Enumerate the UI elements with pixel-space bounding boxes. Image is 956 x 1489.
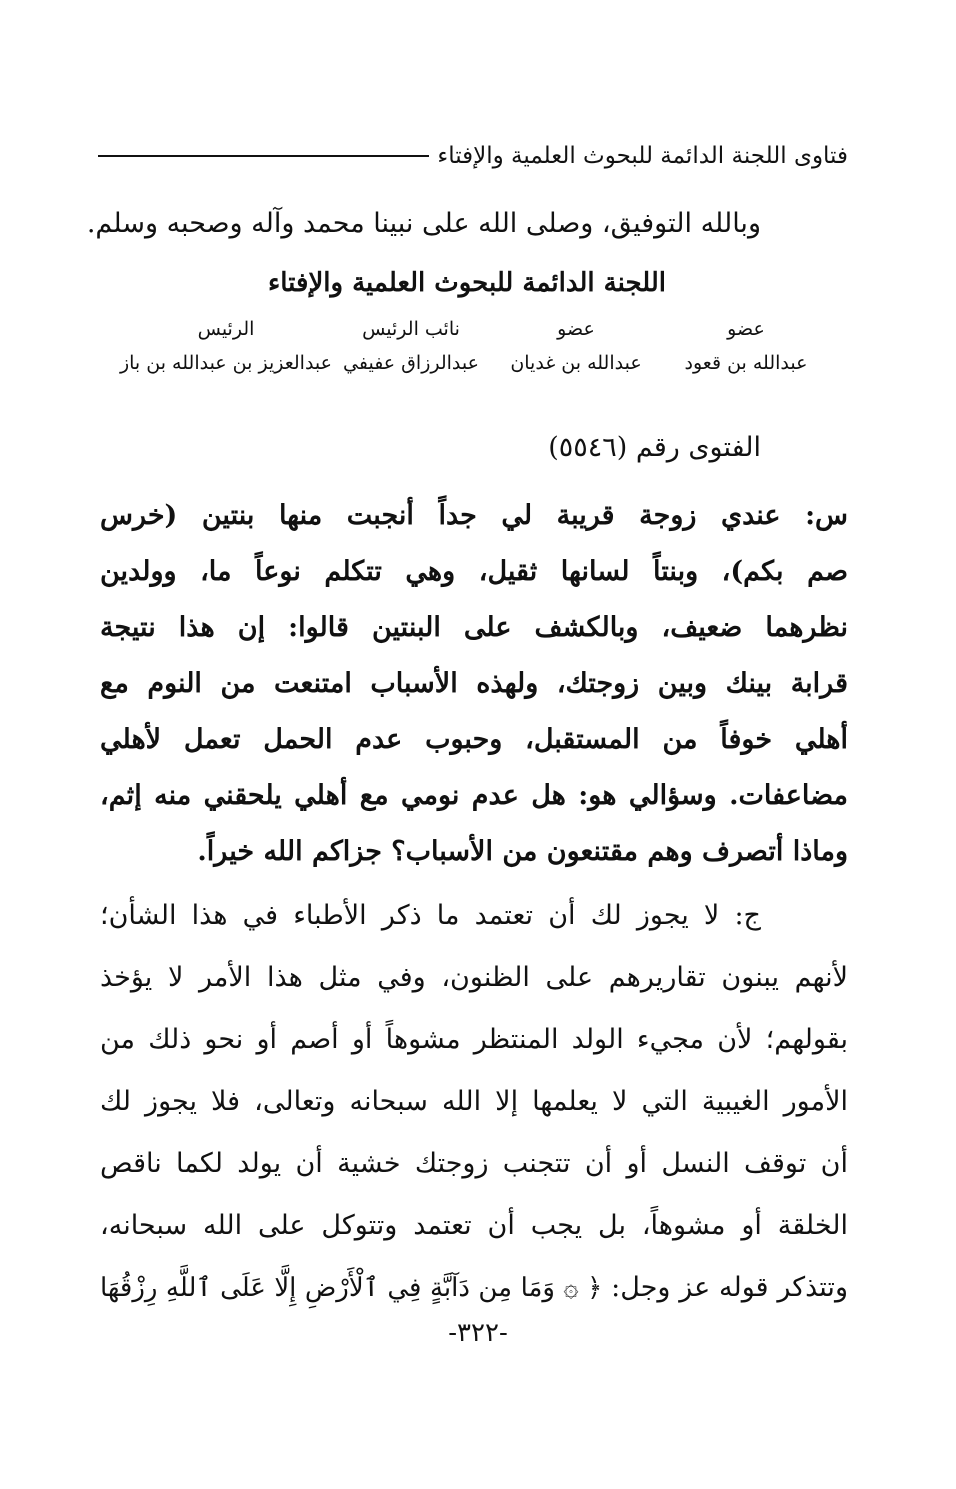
signatory-role: نائب الرئيس — [362, 318, 460, 340]
answer-line-text: وتتذكر قوله عز وجل: — [611, 1272, 848, 1303]
question-line: وماذا أتصرف وهم مقتنعون من الأسباب؟ جزاكم الله خيراً. — [197, 836, 848, 867]
answer-last-line — [100, 1272, 848, 1303]
page-number: -٣٢٢- — [448, 1318, 508, 1348]
question-line: أهلي خوفاً من المستقبل، وحبوب عدم الحمل تعمل لأهلي — [100, 724, 848, 755]
signatory — [106, 318, 346, 374]
signatory-role: عضو — [557, 318, 595, 340]
signatory-name: عبدالعزيز بن عبدالله بن باز — [119, 352, 333, 374]
answer-line: ج: لا يجوز لك أن تعتمد ما ذكر الأطباء في هذا الشأن؛ — [100, 900, 761, 931]
signatory-role: الرئيس — [197, 318, 255, 340]
answer-line: الخلقة أو مشوهاً، بل يجب أن تعتمد وتتوكل على الله سبحانه، — [100, 1210, 848, 1241]
question-line: نظرهما ضعيف، وبالكشف على البنتين قالوا: إن هذا نتيجة — [100, 612, 848, 643]
signatory-name: عبدالله بن قعود — [684, 352, 808, 374]
answer-line: لأنهم يبنون تقاريرهم على الظنون، وفي مثل هذا الأمر لا يؤخذ — [100, 962, 848, 993]
question-line: صم بكم)، وبنتاً لسانها ثقيل، وهي تتكلم نوعاً ما، وولدين — [100, 556, 848, 587]
running-head — [98, 136, 848, 176]
signatory-name: عبدالله بن غديان — [510, 352, 642, 374]
quran-verse: ﴿ ۞ وَمَا مِن دَآبَّةٍ فِي ٱلْأَرْضِ إِلَّا عَلَى ٱللَّهِ رِزْقُهَا — [100, 1273, 603, 1303]
question-line: س: عندي زوجة قريبة لي جداً أنجبت منها بنتين (خرس — [100, 500, 848, 531]
committee-title: اللجنة الدائمة للبحوث العلمية والإفتاء — [268, 268, 666, 298]
question-line: قرابة بينك وبين زوجتك، ولهذه الأسباب امتنعت من النوم مع — [100, 668, 848, 699]
running-head-title: فتاوى اللجنة الدائمة للبحوث العلمية والإفتاء — [437, 143, 848, 169]
closing-formula: وبالله التوفيق، وصلى الله على نبينا محمد وآله وصحبه وسلم. — [86, 208, 761, 239]
signatory — [486, 318, 666, 374]
fatwa-number: الفتوى رقم (٥٥٤٦) — [548, 432, 761, 463]
running-head-rule — [98, 155, 429, 157]
question-line: مضاعفات. وسؤالي هو: هل عدم نومي مع أهلي يلحقني منه إثم، — [100, 780, 848, 811]
signatory — [666, 318, 826, 374]
signatory — [326, 318, 496, 374]
answer-line: بقولهم؛ لأن مجيء الولد المنتظر مشوهاً أو أصم أو نحو ذلك من — [100, 1024, 848, 1055]
answer-line: الأمور الغيبية التي لا يعلمها إلا الله سبحانه وتعالى، فلا يجوز لك — [100, 1086, 848, 1117]
answer-line: أن توقف النسل أو أن تتجنب زوجتك خشية أن يولد لكما ناقص — [100, 1148, 848, 1179]
signatory-name: عبدالرزاق عفيفي — [343, 352, 479, 374]
signatory-role: عضو — [727, 318, 765, 340]
